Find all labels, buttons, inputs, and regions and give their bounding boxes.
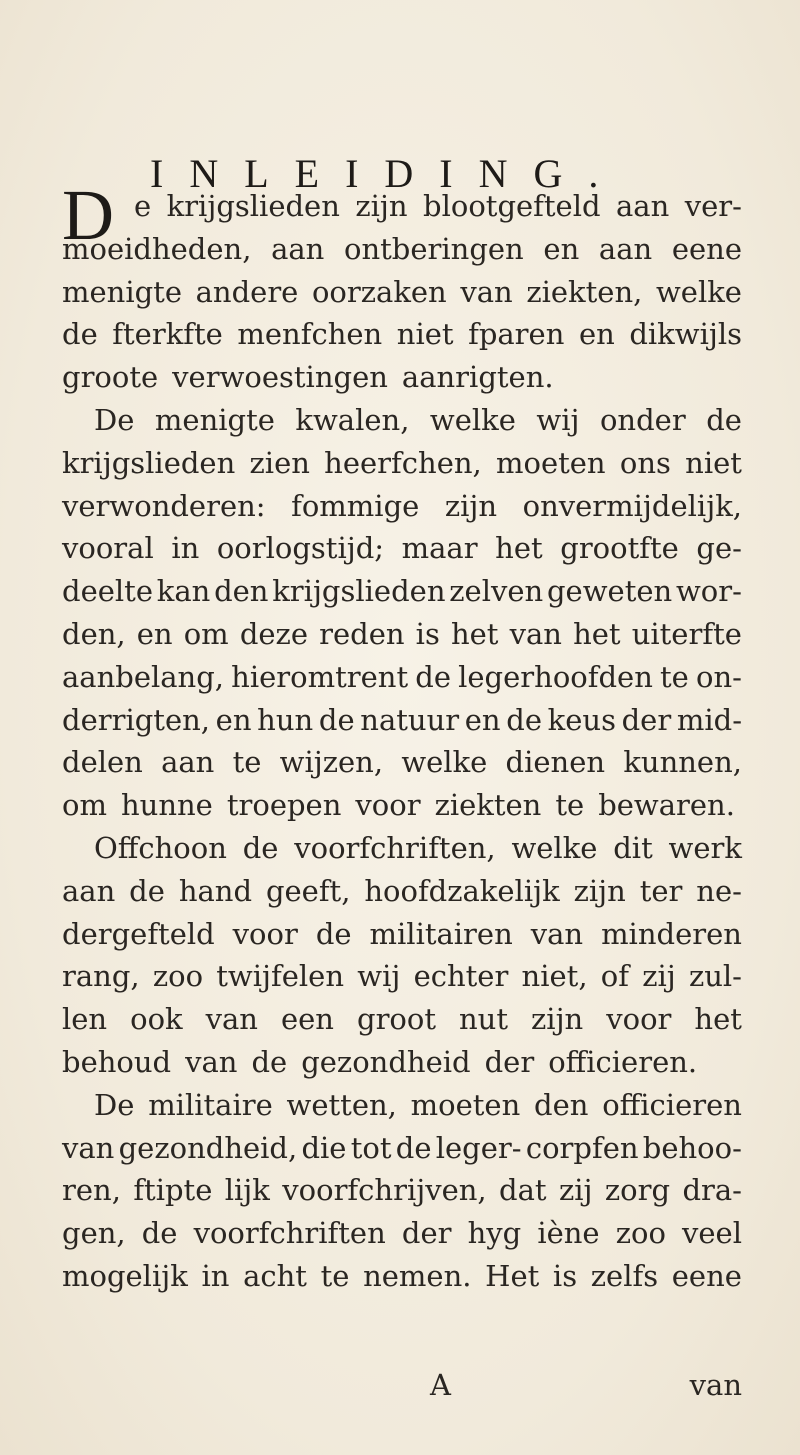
word: minderen	[601, 916, 742, 951]
catchword: van	[689, 1368, 742, 1402]
word: zoo	[615, 1216, 666, 1251]
text-line	[62, 485, 742, 528]
text-line	[62, 313, 742, 356]
word: van	[460, 274, 513, 309]
word: gen,	[62, 1216, 126, 1251]
text-line	[62, 913, 742, 956]
word: kan	[156, 574, 211, 609]
word: het	[573, 616, 621, 651]
word: het	[450, 616, 499, 651]
word: fparen	[468, 317, 565, 352]
word: kwalen,	[295, 402, 410, 437]
word: aan	[616, 189, 670, 223]
word: welke	[429, 402, 516, 437]
word: behoo-	[642, 1130, 742, 1165]
word: ter	[639, 873, 683, 908]
word: den	[214, 574, 269, 609]
word: menigte	[154, 402, 275, 437]
word: krijgslieden	[62, 445, 236, 480]
word: der	[401, 1216, 452, 1251]
word: aan	[598, 231, 653, 266]
word: van	[205, 1002, 258, 1037]
text-line	[62, 870, 742, 913]
word: militairen	[369, 916, 513, 951]
word: tot	[350, 1130, 392, 1165]
word: zelven	[449, 574, 544, 609]
word: te	[660, 659, 689, 694]
word: zul-	[688, 959, 742, 994]
word: de	[506, 702, 542, 737]
word: van	[185, 1044, 238, 1079]
word: reden	[319, 616, 405, 651]
word: ziekten,	[526, 274, 643, 309]
word: De	[94, 1087, 135, 1122]
word: zijn	[573, 873, 626, 908]
word: hyg	[467, 1216, 522, 1251]
text-line	[62, 527, 742, 570]
word: moeten	[410, 1087, 521, 1122]
word: en	[543, 231, 580, 266]
word: hieromtrent	[231, 659, 409, 694]
text-line	[62, 1127, 742, 1170]
text-line	[62, 955, 742, 998]
word: in	[201, 1258, 230, 1293]
word: ver-	[684, 189, 742, 223]
word: zelfs	[590, 1258, 659, 1293]
text-line	[62, 741, 742, 784]
word: de	[315, 916, 352, 951]
word: welke	[511, 830, 598, 865]
text-line	[62, 271, 742, 314]
word: menfchen	[237, 317, 383, 352]
word: te	[320, 1258, 350, 1293]
word: hand	[178, 873, 253, 908]
word: der	[621, 702, 672, 737]
word: de	[415, 659, 451, 694]
word: wij	[536, 402, 580, 437]
text-line	[62, 228, 742, 271]
word: geeft,	[265, 873, 351, 908]
word: dra-	[682, 1173, 742, 1208]
word: gezondheid,	[118, 1130, 298, 1165]
text-line	[62, 656, 742, 699]
word: derrigten,	[62, 702, 211, 737]
word: voor	[355, 788, 421, 823]
word: voor	[232, 916, 298, 951]
word: der	[484, 1044, 535, 1079]
word: te	[555, 788, 585, 823]
word: wor-	[675, 574, 742, 609]
word: welke	[401, 745, 488, 780]
word: behoud	[62, 1044, 172, 1079]
word: geweten	[546, 574, 673, 609]
text-line	[62, 784, 742, 827]
word: niet	[396, 317, 454, 352]
word: menigte	[62, 274, 182, 309]
word: voorfchriften,	[294, 830, 496, 865]
signature-mark: A	[430, 1368, 451, 1402]
word: Het	[485, 1258, 540, 1293]
text-line	[62, 699, 742, 742]
word: voorfchriften	[193, 1216, 386, 1251]
word: krijgslieden	[272, 574, 446, 609]
word: die	[301, 1130, 347, 1165]
word: wij	[357, 959, 401, 994]
word: zij	[642, 959, 676, 994]
word: den,	[62, 616, 126, 651]
word: rang,	[62, 959, 140, 994]
word: en	[215, 702, 252, 737]
word: on-	[696, 659, 742, 694]
word: de	[251, 1044, 288, 1079]
word: het	[495, 531, 543, 566]
word: hoofdzakelijk	[364, 873, 560, 908]
word: fterkfte	[112, 317, 223, 352]
word: kunnen,	[623, 745, 742, 780]
text-line	[62, 1041, 742, 1084]
word: dergefteld	[62, 916, 215, 951]
word: dienen	[505, 745, 606, 780]
word: is	[552, 1258, 578, 1293]
word: aanrigten.	[401, 360, 554, 395]
word: zijn	[355, 189, 408, 223]
word: dikwijls	[629, 317, 742, 352]
word: voor	[606, 1002, 672, 1037]
word: legerhoofden	[458, 659, 653, 694]
word: aan	[271, 231, 325, 266]
word: Offchoon	[94, 830, 227, 865]
word: te	[232, 745, 262, 780]
word: wetten,	[286, 1087, 397, 1122]
word: militaire	[148, 1087, 273, 1122]
word: om	[62, 788, 107, 823]
word: heerfchen,	[324, 445, 482, 480]
word: de	[62, 317, 98, 352]
word: onvermijdelijk,	[522, 488, 742, 523]
word: hun	[257, 702, 314, 737]
word: zijn	[444, 488, 498, 523]
text-line	[62, 827, 742, 870]
word: de	[318, 702, 355, 737]
word: in	[171, 531, 200, 566]
word: ontberingen	[344, 231, 524, 266]
word: niet,	[521, 959, 588, 994]
word: ziekten	[434, 788, 542, 823]
word: officieren.	[548, 1044, 698, 1079]
word: ge-	[696, 531, 742, 566]
word: De	[94, 402, 135, 437]
word: niet	[685, 445, 742, 480]
word: werk	[668, 830, 742, 865]
word: andere	[195, 274, 299, 309]
word: zorg	[604, 1173, 671, 1208]
word: zij	[558, 1173, 593, 1208]
word: echter	[413, 959, 509, 994]
word: delen	[62, 745, 143, 780]
word: de	[242, 830, 279, 865]
word: en	[578, 317, 615, 352]
word: nemen.	[363, 1258, 472, 1293]
word: van	[530, 916, 584, 951]
text-line	[62, 1255, 742, 1298]
word: ook	[130, 1002, 183, 1037]
word: len	[62, 1002, 108, 1037]
word: den	[534, 1087, 589, 1122]
chapter-heading: INLEIDING.	[150, 151, 625, 196]
text-line	[62, 998, 742, 1041]
word: maar	[401, 531, 478, 566]
word: de	[395, 1130, 432, 1165]
word: voorfchrijven,	[282, 1173, 487, 1208]
word: ftipte	[133, 1173, 213, 1208]
word: groot	[357, 1002, 436, 1037]
word: van	[509, 616, 562, 651]
word: het	[694, 1002, 742, 1037]
word: en	[136, 616, 173, 651]
word: moeten	[496, 445, 606, 480]
word: groote	[62, 360, 159, 395]
text-line	[62, 1084, 742, 1127]
word: veel	[682, 1216, 742, 1251]
word: twijfelen	[216, 959, 345, 994]
text-line	[62, 356, 742, 399]
word: ne-	[696, 873, 742, 908]
text-line	[62, 1212, 742, 1255]
word: eene	[671, 1258, 742, 1293]
text-line	[62, 613, 742, 656]
text-line	[62, 442, 742, 485]
word: mid-	[676, 702, 742, 737]
word: zijn	[531, 1002, 584, 1037]
word: corpfen	[525, 1130, 639, 1165]
word: gezondheid	[301, 1044, 471, 1079]
word: deze	[239, 616, 308, 651]
word: aan	[161, 745, 215, 780]
word: van	[62, 1130, 115, 1165]
body-text	[62, 175, 742, 1298]
word: de	[141, 1216, 178, 1251]
text-line	[62, 399, 742, 442]
word: dat	[499, 1173, 547, 1208]
page-footer	[62, 1365, 742, 1405]
text-line	[62, 185, 742, 228]
word: verwoestingen	[172, 360, 388, 395]
word: onder	[599, 402, 686, 437]
word: uiterfte	[631, 616, 742, 651]
word: verwonderen:	[62, 488, 266, 523]
word: fommige	[291, 488, 420, 523]
word: oorzaken	[311, 274, 447, 309]
word: en	[464, 702, 501, 737]
word: mogelijk	[62, 1258, 188, 1293]
text-line	[62, 570, 742, 613]
word: dit	[613, 830, 653, 865]
word: grootfte	[560, 531, 679, 566]
word: troepen	[226, 788, 342, 823]
word: officieren	[602, 1087, 742, 1122]
word: blootgefteld	[423, 189, 601, 223]
word: ons	[619, 445, 671, 480]
word: hunne	[120, 788, 213, 823]
word: deelte	[62, 574, 153, 609]
word: e	[134, 189, 152, 223]
word: aanbelang,	[62, 659, 225, 694]
word: natuur	[360, 702, 460, 737]
drop-cap: D	[62, 175, 114, 255]
word: krijgslieden	[166, 189, 340, 223]
word: keus	[547, 702, 616, 737]
word: nut	[459, 1002, 509, 1037]
word: welke	[655, 274, 742, 309]
word: om	[183, 616, 229, 651]
word: vooral	[62, 531, 154, 566]
word: moeidheden,	[62, 231, 252, 266]
word: lijk	[224, 1173, 270, 1208]
word: iène	[537, 1216, 600, 1251]
word: wijzen,	[279, 745, 384, 780]
word: of	[600, 959, 629, 994]
word: ren,	[62, 1173, 121, 1208]
word: bewaren.	[598, 788, 735, 823]
word: acht	[243, 1258, 307, 1293]
text-line	[62, 1169, 742, 1212]
word: oorlogstijd;	[216, 531, 385, 566]
word: is	[415, 616, 440, 651]
word: een	[280, 1002, 334, 1037]
word: aan	[62, 873, 116, 908]
word: eene	[671, 231, 742, 266]
word: zien	[249, 445, 310, 480]
word: de	[129, 873, 165, 908]
word: de	[706, 402, 742, 437]
word: zoo	[152, 959, 204, 994]
word: leger-	[435, 1130, 522, 1165]
